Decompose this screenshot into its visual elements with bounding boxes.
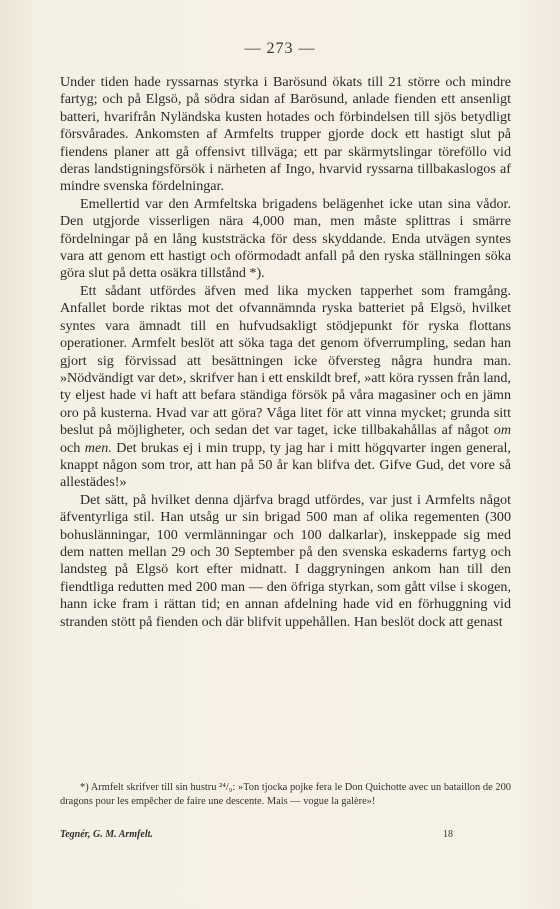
main-text (60, 74, 511, 631)
page-number: — 273 — (244, 40, 316, 57)
paragraph-3-text-c: Det brukas ej i min trupp, ty jag har i mitt högqvarter ingen general, knappt någon som tror, att han på 50 år kan blifva det. Gifve Gud, det vore så allestädes!» (60, 439, 511, 491)
paragraph-3 (60, 283, 511, 492)
signature-mark: Tegnér, G. M. Armfelt. (60, 829, 153, 840)
footnote (60, 781, 511, 808)
paragraph-3-text-b: och (60, 439, 85, 456)
paragraph-4: Det sätt, på hvilket denna djärfva bragd utfördes, var just i Armfelts något äfventyrliga stil. Han utsåg ur sin brigad 500 man af olika regementen (300 bohuslänningar, 100 vermlänningar och 100 dalkarlar), inskeppade sig med dem natten mellan 29 och 30 September på den svenska eskaderns fartyg och landsteg på Elgsö kort efter midnatt. I daggryningen ankom han till den fiendtliga redutten med 200 man — den öfriga styrkan, som gått vilse i skogen, hann icke fram i rättan tid; en annan afdelning hade vid en förhuggning vid stranden stött på fienden och där blifvit uppehållen. Han beslöt dock att genast (60, 491, 511, 630)
paragraph-3-text-a: Ett sådant utfördes äfven med lika mycken tapperhet som framgång. Anfallet borde riktas mot det ofvannämnda ryska batteriet på Elgsö, hvilket syntes vara ämnadt till en hufvudsakligt stödjepunkt för ryska flottans operationer. Armfelt beslöt att söka taga det genom öfverrumpling, sedan han gjort sig förvissad att besättningen icke öfversteg några hundra man. »Nödvändigt var det», skrifver han i ett enskildt bref, »att köra ryssen från land, ty eljest hade vi haft att befara ständiga försök på våra magasiner och en jämn oro på kusterna. Hvad var att göra? Våga litet för att vinna mycket; grunda sitt beslut på möjligheter, och sedan det var taget, icke tillbakahållas af något (60, 282, 511, 439)
paragraph-1: Under tiden hade ryssarnas styrka i Barösund ökats till 21 större och mindre fartyg; och på Elgsö, på södra sidan af Barösund, anlade fienden ett ansenligt batteri, hvarifrån Nyländska kusten hotades och förbindelsen till sjös betydligt försvårades. Ankomsten af Armfelts trupper gjorde dock ett hastigt slut på fiendens planer att gå offensivt tillväga; ett par skärmytslingar töreföllo vid deras landstigningsförsök i närheten af Ingo, hvarvid ryssarna tillbakaslogos af mindre svenska fördelningar. (60, 74, 511, 195)
emphasis-men: men. (84, 439, 112, 456)
emphasis-om: om (493, 422, 511, 439)
printer-signature (60, 829, 511, 841)
paragraph-2: Emellertid var den Armfeltska brigadens belägenhet icke utan sina vådor. Den utgjorde visserligen nära 4,000 man, men måste splittras i smärre fördelningar på en lång kuststräcka för dess skyddande. Enda utvägen syntes vara att genom ett hastigt och oförmodadt anfall på den ryska ställningen söka göra slut på detta osäkra tillstånd *). (60, 195, 511, 282)
footnote-text: Armfelt skrifver till sin hustru ²⁴/₉: »Ton tjocka pojke fera le Don Quichotte avec un bataillon de 200 dragons pour les empêcher de faire une descente. Mais — vogue la galère»! (60, 782, 511, 807)
footnote-marker: *) (80, 782, 89, 793)
signature-number: 18 (443, 829, 453, 840)
